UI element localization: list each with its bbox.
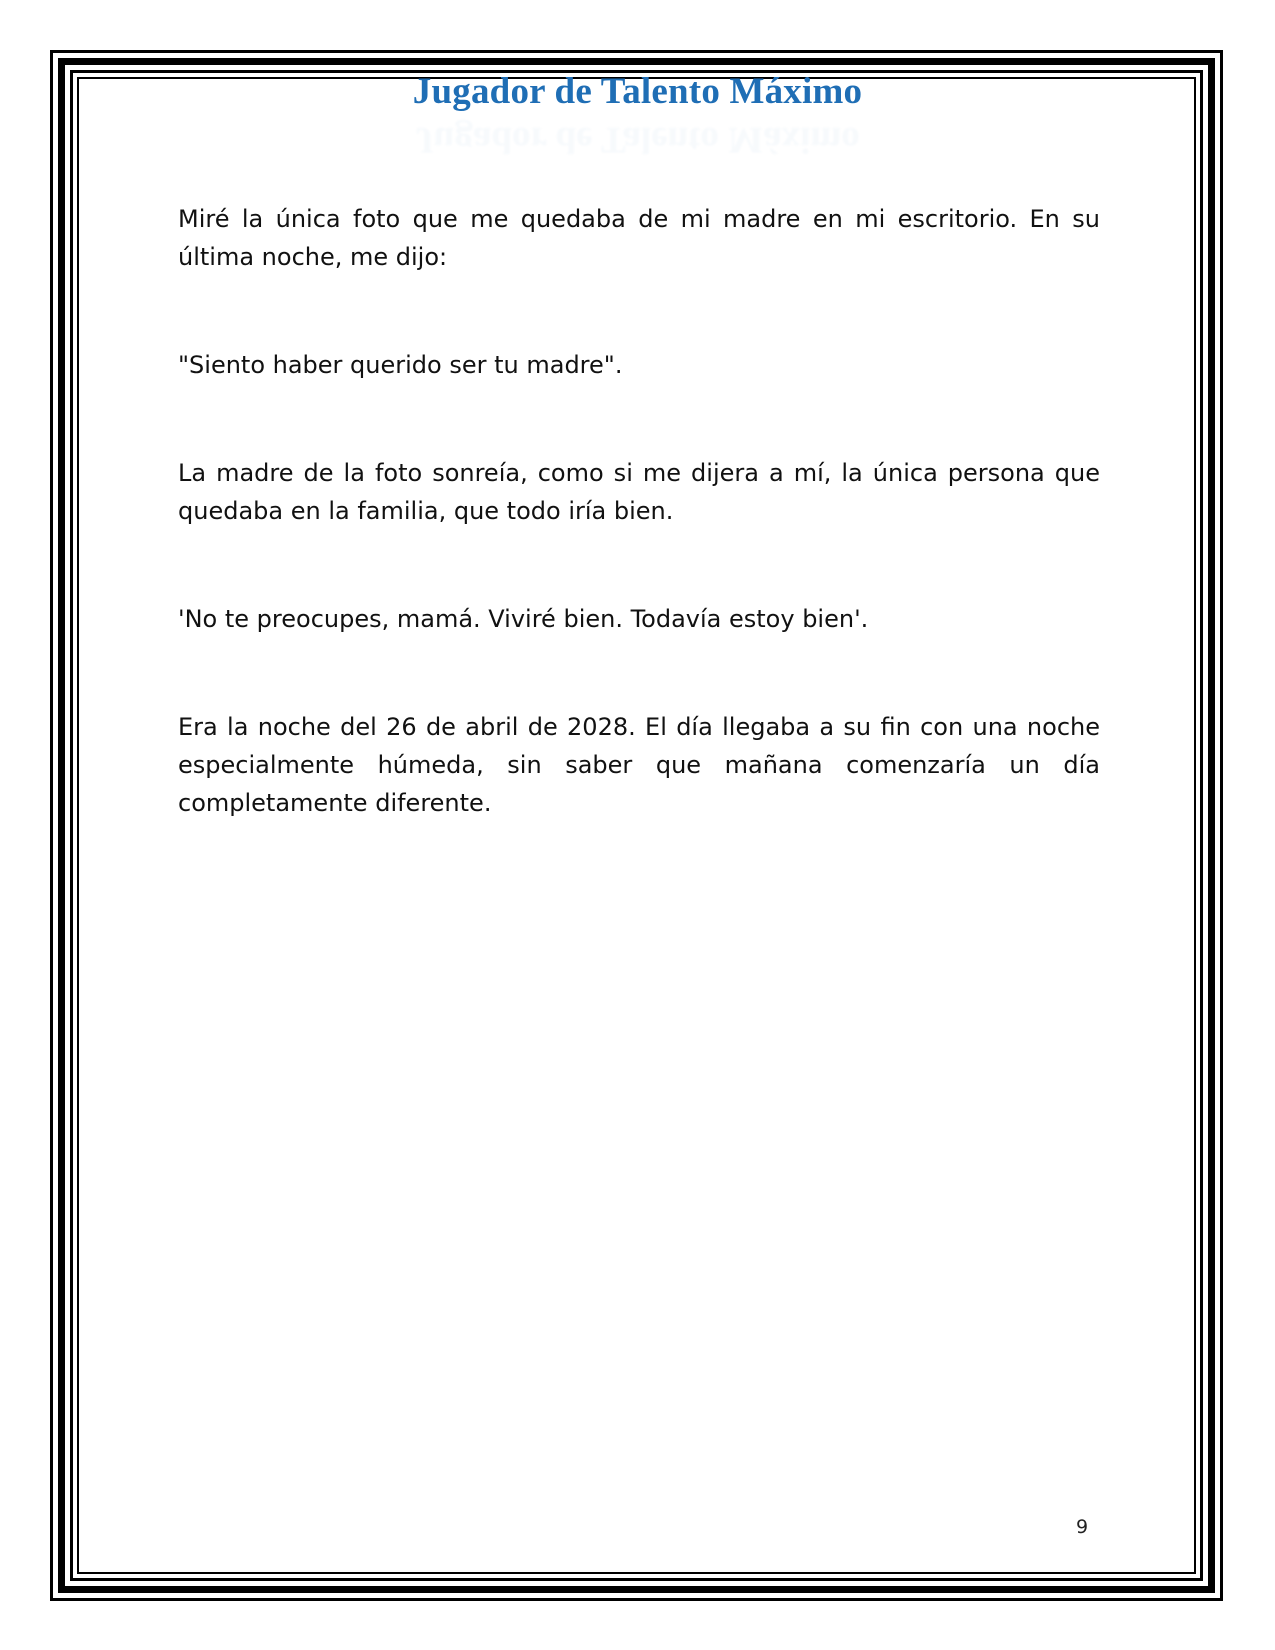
paragraph: 'No te preocupes, mamá. Viviré bien. Todavía estoy bien'.: [178, 605, 869, 633]
body-text: [178, 200, 1100, 822]
title-reflection: [0, 118, 1275, 161]
page-title: Jugador de Talento Máximo: [412, 71, 863, 112]
page-number: 9: [1076, 1516, 1089, 1538]
paragraph: Miré la única foto que me quedaba de mi madre en mi escritorio. En su última noche, me dijo:: [178, 205, 1100, 271]
paragraph: Era la noche del 26 de abril de 2028. El día llegaba a su fin con una noche especialmente húmeda, sin saber que mañana comenzaría un día completamente diferente.: [178, 713, 1100, 817]
paragraph: La madre de la foto sonreía, como si me dijera a mí, la única persona que quedaba en la familia, que todo iría bien.: [178, 459, 1100, 525]
paragraph: "Siento haber querido ser tu madre".: [178, 351, 623, 379]
